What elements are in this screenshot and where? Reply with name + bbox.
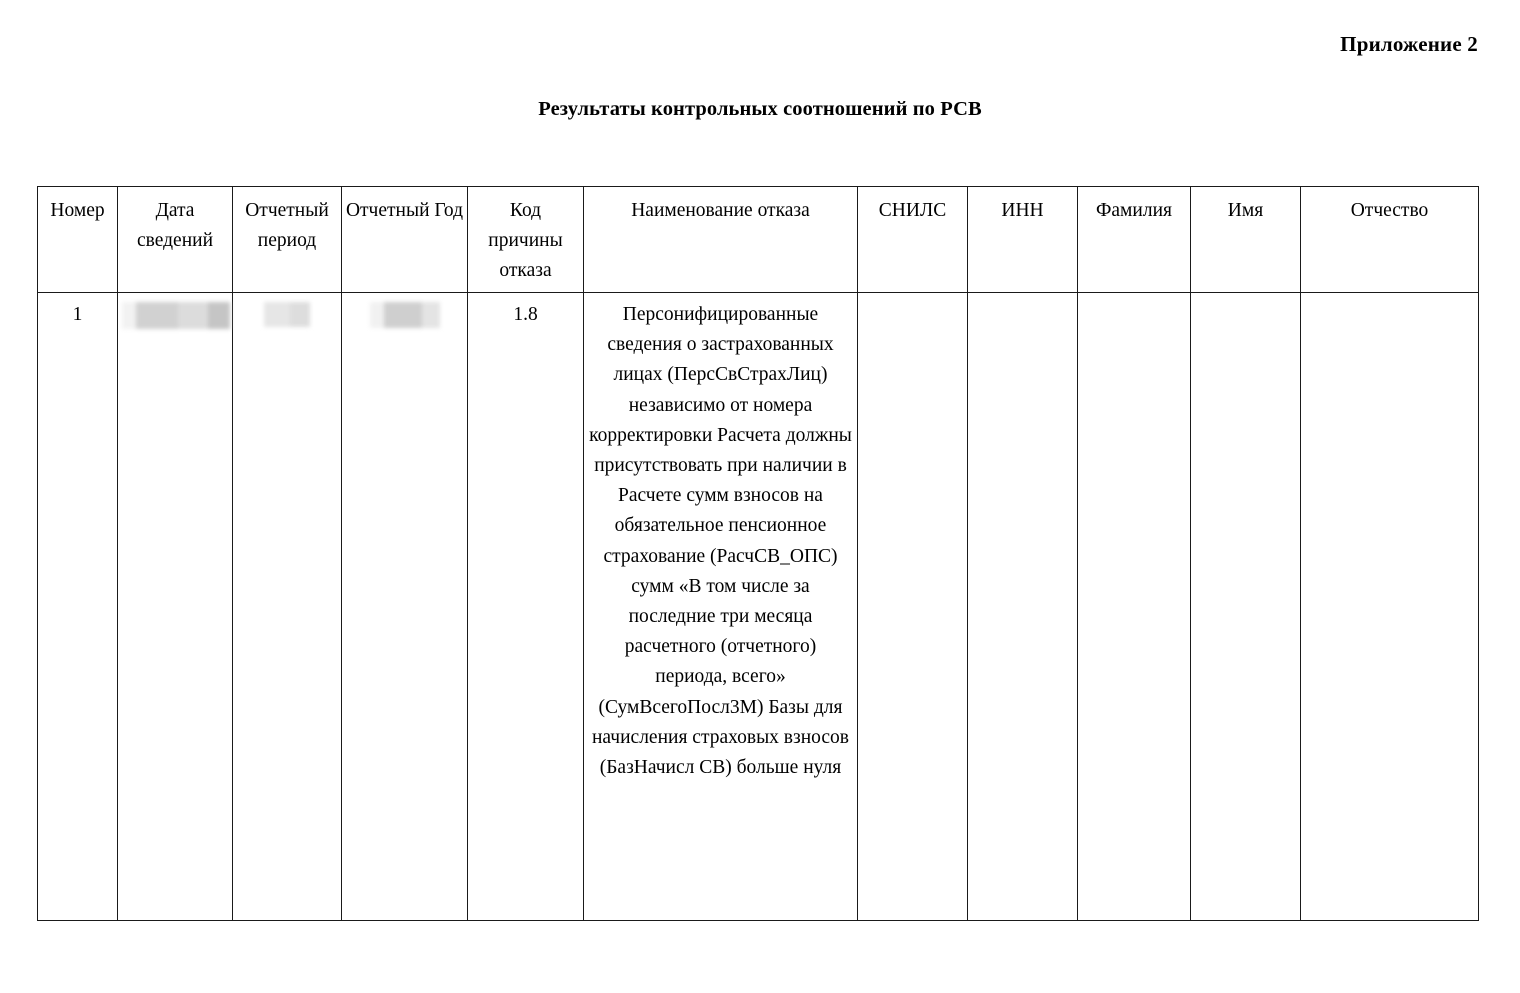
- redaction-segment: [136, 302, 178, 329]
- cell-reason-code: [468, 293, 584, 921]
- redaction-segment: [122, 302, 136, 329]
- table-row: [38, 293, 1479, 921]
- col-header-report-year: [342, 187, 468, 293]
- results-table-wrapper: [37, 186, 1478, 921]
- redacted-info-date: [122, 302, 230, 329]
- cell-reason-name-value: Персонифицированные сведения о застрахованных лицах (ПерсСвСтрахЛиц) независимо от номера корректировки Расчета должны присутствовать при наличии в Расчете сумм взносов на обязательное пенсионное страхование (РасчСВ_ОПС) сумм «В том числе за последние три месяца расчетного (отчетного) периода, всего» (СумВсегоПосл3М) Базы для начисления страховых взносов (БазНачисл СВ) больше нуля: [589, 304, 852, 779]
- table-header: [38, 187, 1479, 293]
- redaction-segment: [178, 302, 208, 329]
- col-header-inn: [968, 187, 1078, 293]
- col-header-info-date: [118, 187, 233, 293]
- table-header-row: [38, 187, 1479, 293]
- cell-reason-name: [584, 293, 858, 921]
- col-header-inn-label: ИНН: [1001, 200, 1044, 221]
- col-header-report-period-label: Отчетный период: [245, 200, 329, 251]
- cell-info-date: [118, 293, 233, 921]
- redaction-segment: [384, 302, 422, 328]
- col-header-surname: [1078, 187, 1191, 293]
- redaction-segment: [208, 302, 230, 329]
- col-header-firstname: [1191, 187, 1301, 293]
- cell-firstname: [1191, 293, 1301, 921]
- page-title: Результаты контрольных соотношений по РСВ: [538, 98, 982, 120]
- col-header-report-year-label: Отчетный Год: [345, 200, 464, 221]
- col-header-snils: [858, 187, 968, 293]
- col-header-number-label: Номер: [50, 200, 105, 221]
- cell-patronymic: [1301, 293, 1479, 921]
- col-header-reason-code-label: Код причины отказа: [488, 200, 563, 281]
- col-header-patronymic-label: Отчество: [1350, 200, 1429, 221]
- appendix-label: Приложение 2: [1340, 32, 1478, 56]
- redacted-report-year: [370, 302, 440, 328]
- cell-inn: [968, 293, 1078, 921]
- col-header-report-period: [233, 187, 342, 293]
- redaction-segment: [264, 302, 290, 327]
- table-body: [38, 293, 1479, 921]
- col-header-patronymic: [1301, 187, 1479, 293]
- col-header-firstname-label: Имя: [1227, 200, 1264, 221]
- col-header-snils-label: СНИЛС: [878, 200, 947, 221]
- col-header-reason-name-label: Наименование отказа: [631, 200, 810, 221]
- redacted-report-period: [264, 302, 310, 327]
- cell-number: [38, 293, 118, 921]
- col-header-reason-name: [584, 187, 858, 293]
- cell-report-year: [342, 293, 468, 921]
- cell-number-value: 1: [72, 304, 83, 325]
- redaction-segment: [422, 302, 440, 328]
- col-header-number: [38, 187, 118, 293]
- col-header-reason-code: [468, 187, 584, 293]
- col-header-info-date-label: Дата сведений: [136, 200, 214, 251]
- col-header-surname-label: Фамилия: [1096, 200, 1172, 221]
- redaction-segment: [290, 302, 310, 327]
- results-table: [37, 186, 1479, 921]
- cell-reason-code-value: 1.8: [513, 304, 538, 325]
- redaction-segment: [370, 302, 384, 328]
- cell-surname: [1078, 293, 1191, 921]
- cell-snils: [858, 293, 968, 921]
- cell-report-period: [233, 293, 342, 921]
